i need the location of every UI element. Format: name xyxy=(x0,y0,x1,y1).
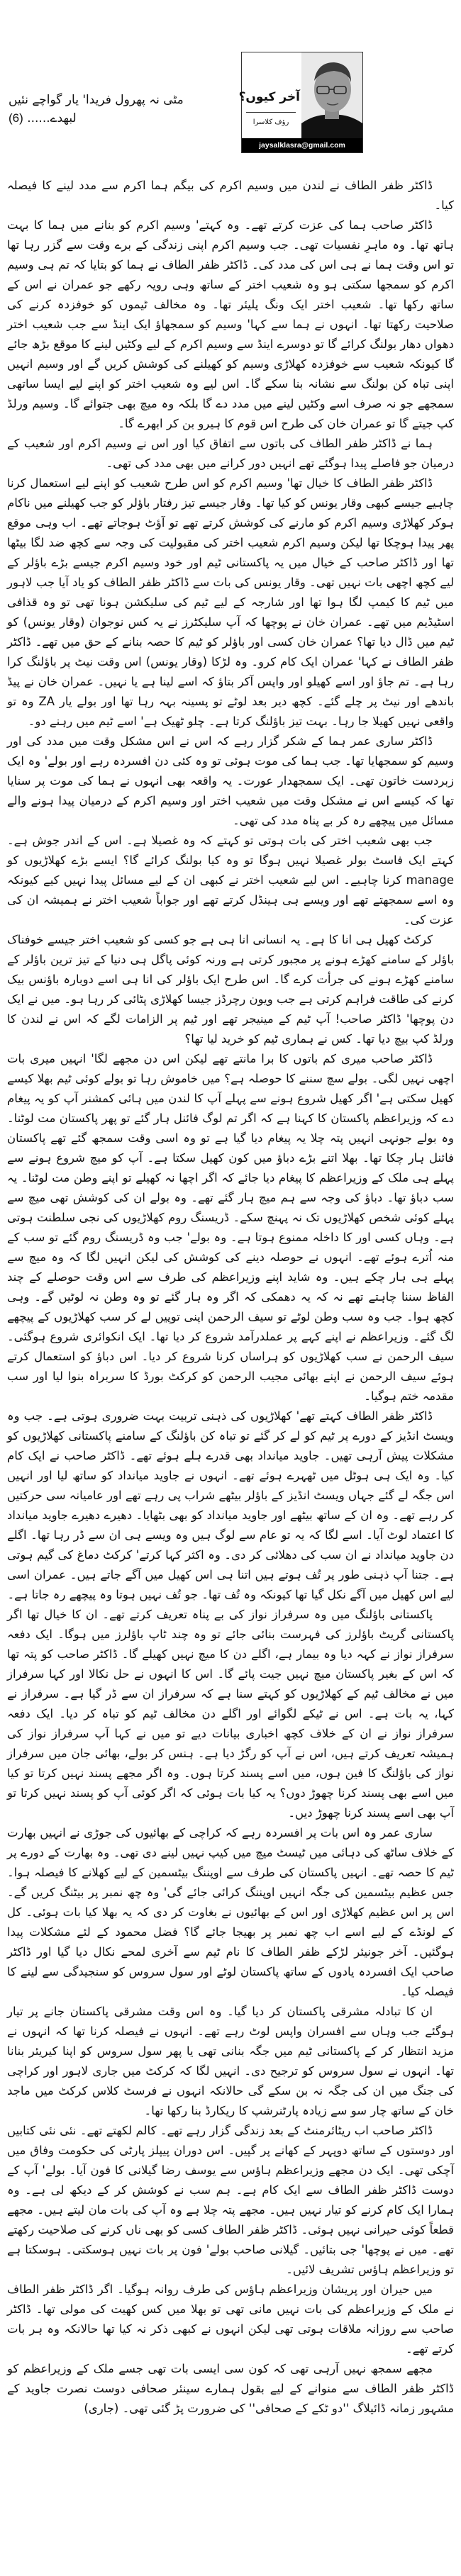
paragraph: ڈاکٹر ظفر الطاف کہتے تھے' کھلاڑیوں کی ذہنی تربیت بہت ضروری ہوتی ہے۔ جب وہ ویسٹ انڈیز کے دورے پر ٹیم کو لے کر گئے تو تباہ کن باؤلنگ کے سامنے پاکستانی کھلاڑیوں کو مشکلات پیش آرہی تھیں۔ جاوید میانداد بھی قدرے ہلے ہوئے تھے۔ ڈاکٹر صاحب نے ایک کام کیا۔ وہ ایک ہی ہوٹل میں ٹھہرے ہوئے تھے۔ انہوں نے جاوید میانداد کو ساتھ لیا اور انہیں اس جگہ لے گئے جہاں ویسٹ انڈیز کے باؤلر بیٹھے شراب پی رہے تھے اور عامیانہ سی حرکتیں کر رہے تھے۔ وہ ان کے ساتھ بیٹھے اور جاوید میانداد کو بھی بٹھایا۔ دھیرے دھیرے جاوید میانداد کا اعتماد لوٹ آیا۔ اسے لگا کہ یہ تو عام سے لوگ ہیں وہ ویسے ہی ان سے ڈر رہا تھا۔ اگلے دن جاوید میانداد نے ان سب کی دھلائی کر دی۔ وہ اکثر کہا کرتے' کرکٹ دماغ کی گیم ہوتی ہے۔ جتنا آپ ذہنی طور پر تُف ہوتے ہیں اتنا ہی اس کھیل میں آگے جاتے ہیں۔ عمران اسی لیے اس کھیل میں آگے نکل گیا تھا کیونکہ وہ تُف تھا۔ جو تُف نہیں ہوتا وہ پیچھے رہ جاتا ہے۔ xyxy=(7,1409,454,1601)
column-title xyxy=(9,91,234,128)
paragraph: ڈاکٹر صاحب میری کم باتوں کا برا مانتے تھے لیکن اس دن مجھے لگا' انہیں میری بات اچھی نہیں لگی۔ بولے سچ سننے کا حوصلہ ہے؟ میں خاموش رہا تو بولے کوئی ٹیم بھلا کیسے کھیل سکتی ہے' اگر کھیل شروع ہونے سے پہلے آپ کا لندن میں ہائی کمشنر آپ کو یہ پیغام دے کہ وزیراعظم پاکستان کا کہنا ہے کہ اگر تم لوگ فائنل ہار گئے تو پھر پاکستان مت لوٹنا۔ وہ بولے جونہی انہیں پتہ چلا یہ پیغام دیا گیا ہے تو وہ اسی وقت سمجھ گئے تھے پاکستان فائنل ہار چکا تھا۔ بھلا اتنے بڑے دباؤ میں کون کھیل سکتا ہے۔ آپ کو میچ شروع ہونے سے پہلے ہی ملک کے وزیراعظم کا پیغام دیا جائے کہ اگر اچھا نہ کھیلے تو اپنے وطن مت لوٹنا۔ یہ سب دباؤ تھا۔ دباؤ کی وجہ سے ہم میچ ہار گئے تھے۔ وہ بولے ان کی کوشش تھی میچ سے پہلے کوئی شخص کھلاڑیوں تک نہ پہنچ سکے۔ ڈریسنگ روم کھلاڑیوں کی نجی سلطنت ہوتی ہے۔ وہاں کسی اور کا داخلہ ممنوع ہوتا ہے۔ وہ بولے' جب وہ ڈریسنگ روم گئے تو سب کے منہ اُترے ہوئے تھے۔ انہوں نے حوصلہ دینے کی کوشش کی لیکن انہیں لگا کہ وہ میچ سے پہلے ہی ہار چکے ہیں۔ وہ شاید اپنے وزیراعظم کی طرف سے اس وقت حوصلے کے چند الفاظ سننا چاہتے تھے نہ کہ یہ دھمکی کہ اگر وہ ہار گئے تو وہ وطن نہ لوٹیں گے۔ وہی کچھ ہوا۔ جب وہ سب وطن لوٹے تو سیف الرحمن اپنی توپیں لے کر سب کھلاڑیوں کے پیچھے لگ گئے۔ وزیراعظم نے اپنے کہے پر عملدرآمد شروع کر دیا تھا۔ ایک انکوائری شروع ہوگئی۔ سیف الرحمن نے سب کھلاڑیوں کو ہراساں کرنا شروع کر دیا۔ اس دباؤ کو استعمال کرتے ہوئے سیف الرحمن نے اپنے بھائی مجیب الرحمن کو کرکٹ بورڈ کا سربراہ بنوا لیا اور سب مقدمہ ختم ہوگیا۔ xyxy=(7,1052,454,1403)
article-body xyxy=(7,176,454,2419)
column-name: آخر کیوں؟ xyxy=(238,90,300,104)
paragraph: ڈاکٹر ظفر الطاف کا خیال تھا' وسیم اکرم کو اس طرح شعیب کو اپنے لیے استعمال کرنا چاہیے جیسے کبھی وقار یونس کو کیا تھا۔ وقار جیسے تیز رفتار باؤلر کو جب کھیلنے میں ناکام ہوکر کھلاڑی وسیم اکرم کو مارنے کی کوشش کرتے تھے تو آؤٹ ہوجاتے تھے۔ اب وہی موقع پھر پیدا ہوچکا تھا لیکن وسیم اکرم شعیب اختر کی مقبولیت کی وجہ سے کچھ ضد لگا بیٹھا تھا اور ڈاکٹر صاحب کے خیال میں یہ پاکستانی ٹیم اور خود وسیم اکرم جیسے بڑے باؤلر کے لیے کچھ اچھی بات نہیں تھی۔ وقار یونس کی بات سے ڈاکٹر ظفر الطاف کو یاد آیا جب لاہور میں ٹیم کا کیمپ لگا ہوا تھا اور شارجہ کے لیے ٹیم کی سلیکشن ہونا تھی تو وہ قذافی اسٹیڈیم میں تھے۔ عمران خان نے پوچھا کہ آپ سلیکٹرز نے یہ کس نوجوان (وقار یونس) کو ٹیم میں ڈال دیا تھا؟ عمران خان کسی اور باؤلر کو ٹیم کا حصہ بنانے کے حق میں تھے۔ ڈاکٹر ظفر الطاف نے کہا' عمران ایک کام کرو۔ وہ لڑکا (وقار یونس) اس وقت نیٹ پر باؤلنگ کرا رہا ہے۔ تم جاؤ اور اسے کھیلو اور واپس آکر بتاؤ کہ اسے لینا ہے یا نہیں۔ عمران خان نے پیڈ باندھے اور نیٹ پر چلے گئے۔ کچھ دیر بعد لوٹے تو پسینہ بہہ رہا تھا اور بولے یار ZA وہ تو واقعی نہیں کھیلا جا رہا۔ بہت تیز باؤلنگ کرتا ہے۔ چلو ٹھیک ہے' اسے ٹیم میں رہنے دو۔ xyxy=(7,476,454,728)
masthead-divider xyxy=(246,112,296,113)
paragraph: ساری عمر وہ اس بات پر افسردہ رہے کہ کراچی کے بھائیوں کی جوڑی نے انہیں بھارت کے خلاف ساٹھ کی دہائی میں ٹیسٹ میچ میں کیپ نہیں لینے دی تھی۔ وہ بھارت کے دورے پر ٹیم کا حصہ تھے۔ انہیں پاکستان کی طرف سے اوپننگ بیٹسمین کے لیے کھلانے کا فیصلہ ہوا۔ جس عظیم بیٹسمین کی جگہ انہیں اوپننگ کرائی جائے گی' وہ چھ نمبر پر بیٹنگ کریں گے۔ اس پر اس عظیم کھلاڑی اور اس کے بھائیوں نے بغاوت کر دی کہ یہ بھلا کیا بات ہوئی۔ کل کے لونڈے کے لیے اسے اب چھ نمبر پر بھیجا جائے گا؟ فضل محمود کے لئے مشکلات پیدا ہوگئیں۔ آخر جونیئر لڑکے ظفر الطاف کا نام ٹیم سے آخری لمحے نکال دیا گیا اور ڈاکٹر صاحب ایک افسردہ یادوں کے ساتھ پاکستان لوٹے اور سول سروس کو سنجیدگی سے لینے کا فیصلہ کیا۔ xyxy=(7,1826,454,1998)
paragraph: ان کا تبادلہ مشرقی پاکستان کر دیا گیا۔ وہ اس وقت مشرقی پاکستان جانے پر تیار ہوگئے جب وہاں سے افسران واپس لوٹ رہے تھے۔ انہوں نے فیصلہ کرنا تھا کہ انہوں نے مزید انتظار کر کے پاکستانی ٹیم میں جگہ بنانی تھی یا پھر سول سروس کو اپنا کیریئر بنانا تھا۔ انہوں نے سول سروس کو ترجیح دی۔ انہیں لگا کہ کرکٹ میں جاری لاہور اور کراچی کی جنگ میں ان کی جگہ نہ بن سکے گی حالانکہ انہوں نے فرسٹ کلاس کرکٹ میں ماجد خان کے ساتھ چار سو سے زیادہ پارٹنرشپ کا ریکارڈ بنا رکھا تھا۔ xyxy=(7,2005,454,2117)
paragraph: مجھے سمجھ نہیں آرہی تھی کہ کون سی ایسی بات تھی جسے ملک کے وزیراعظم کو ڈاکٹر ظفر الطاف سے منوانے کے لیے بقول ہمارے سینئر صحافی دوست نصرت جاوید کے مشہور زمانہ ڈائیلاگ ''دو ٹکے کے صحافی'' کی ضرورت پڑ گئی تھی۔ (جاری) xyxy=(7,2362,454,2415)
paragraph: پاکستانی باؤلنگ میں وہ سرفراز نواز کی بے پناہ تعریف کرتے تھے۔ ان کا خیال تھا اگر پاکستانی گریٹ باؤلرز کی فہرست بنائی جائے تو وہ چند ٹاپ باؤلرز میں ہوگا۔ ایک دفعہ سرفراز نواز نے کہہ دیا وہ بیمار ہے، اگلے دن کا میچ نہیں کھیلے گا۔ ڈاکٹر صاحب کو پتہ تھا کہ اس کے بغیر پاکستان میچ نہیں جیت پائے گا۔ اس کا انہوں نے حل نکالا اور کہا سرفراز میں نے مخالف ٹیم کے کھلاڑیوں کو کہتے سنا ہے کہ سرفراز ان سے ڈر گیا ہے۔ سرفراز نے کہا، یہ بات ہے۔ اس نے ٹیکے لگوائے اور اگلے دن مخالف ٹیم کو تباہ کر دیا۔ ایک دفعہ سرفراز نواز نے ان کے خلاف کچھ اخباری بیانات دیے تو میں نے کہا آپ سرفراز نواز کی ہمیشہ تعریف کرتے ہیں، اس نے آپ کو رگڑ دیا ہے۔ ہنس کر بولے، بھائی جان میں سرفراز نواز کی باؤلنگ کا فین ہوں، میں اسے پسند کرتا ہوں۔ وہ اگر مجھے پسند نہیں کرتا تو کیا میں اسے بھی پسند کرنا چھوڑ دوں؟ یہ کیا بات ہوئی کہ اگر کوئی آپ کو پسند نہیں کرتا تو آپ بھی اسے پسند کرنا چھوڑ دیں۔ xyxy=(7,1608,454,1820)
paragraph: جب بھی شعیب اختر کی بات ہوتی تو کہتے کہ وہ غصیلا ہے۔ اس کے اندر جوش ہے۔ کہتے ایک فاسٹ بولر غصیلا نہیں ہوگا تو وہ کیا بولنگ کرائے گا؟ ایسے بڑے کھلاڑیوں کو manage کرنا چاہیے۔ اس لیے شعیب اختر نے کبھی ان کے لیے مسائل پیدا نہیں کیے کیونکہ وہ اسے سمجھتے تھے اور ویسے ہی ہینڈل کرتے تھے اور جواباً شعیب اختر نے ہمیشہ ان کی عزت کی۔ xyxy=(7,834,454,926)
column-masthead xyxy=(238,52,363,153)
author-photo xyxy=(301,52,362,138)
column-title-text: مٹی نہ پھرول فریدا' یار گواچے نئیں لبھدے...... xyxy=(9,93,184,125)
paragraph: میں حیران اور پریشان وزیراعظم ہاؤس کی طرف روانہ ہوگیا۔ اگر ڈاکٹر ظفر الطاف نے ملک کے وزیراعظم کی بات نہیں مانی تھی تو بھلا میں کس کھیت کی مولی تھا۔ ڈاکٹر صاحب سے روزانہ ملاقات ہوتی تھی لیکن انہوں نے کبھی ذکر نہ کیا تھا حالانکہ وہ ہر بات کرتے تھے۔ xyxy=(7,2283,454,2356)
paragraph: ڈاکٹر صاحب اب ریٹائرمنٹ کے بعد زندگی گزار رہے تھے۔ کالم لکھتے تھے۔ نئی نئی کتابیں اور دوستوں کے ساتھ دوپہر کے کھانے پر گپیں۔ اس دوران پیپلز پارٹی کی حکومت وفاق میں آچکی تھی۔ ایک دن مجھے وزیراعظم ہاؤس سے یوسف رضا گیلانی کا فون آیا۔ بولے' آپ کے دوست ڈاکٹر ظفر الطاف سے ایک کام ہے۔ ہم سب نے کوشش کر کے دیکھ لی ہے۔ وہ ہمارا ایک کام کرنے کو تیار نہیں ہیں۔ مجھے پتہ چلا ہے وہ آپ کی بات مان لیتے ہیں۔ مجھے قطعاً کوئی حیرانی نہیں ہوئی۔ ڈاکٹر ظفر الطاف کسی کو بھی ناں کرنے کی صلاحیت رکھتے تھے۔ میں نے پوچھا' جی بتائیں۔ گیلانی صاحب بولے' فون پر بات نہیں ہوسکتی۔ ہوسکتا ہے تو وزیراعظم ہاؤس تشریف لائیں۔ xyxy=(7,2124,454,2276)
author-email: jaysalklasra@gmail.com xyxy=(242,138,362,152)
paragraph: ہما نے ڈاکٹر ظفر الطاف کی باتوں سے اتفاق کیا اور اس نے وسیم اکرم اور شعیب کے درمیان جو فاصلے پیدا ہوگئے تھے انہیں دور کرانے میں بھی مدد کی تھی۔ xyxy=(7,437,454,470)
author-name: رؤف کلاسرا xyxy=(252,118,289,126)
paragraph: ڈاکٹر ظفر الطاف نے لندن میں وسیم اکرم کی بیگم ہما اکرم سے مدد لینے کا فیصلہ کیا۔ xyxy=(7,179,454,212)
paragraph: ڈاکٹر ساری عمر ہما کے شکر گزار رہے کہ اس نے اس مشکل وقت میں مدد کی اور وسیم کو سمجھایا تھا۔ جب ہما کی موت ہوئی تو وہ کئی دن افسردہ رہے اور بولے' وہ ایک زبردست خاتون تھی۔ ایک سمجھدار عورت۔ یہ واقعہ بھی انہوں نے ہما کی موت پر سنایا تھا کہ کیسے اس نے مشکل وقت میں شعیب اختر اور وسیم اکرم کے درمیان پیدا ہونے والے مسائل میں پیچھے رہ کر بے پناہ مدد کی تھی۔ xyxy=(7,734,454,827)
paragraph: ڈاکٹر صاحب ہما کی عزت کرتے تھے۔ وہ کہتے' وسیم اکرم کو بنانے میں ہما کا بہت ہاتھ تھا۔ وہ ماہرِ نفسیات تھی۔ جب وسیم اکرم اپنی زندگی کے برے وقت سے گزر رہا تھا تو اس وقت ہما نے ہی اس کی مدد کی۔ ڈاکٹر ظفر الطاف نے ہما کو بتایا کہ تم ہی وسیم اکرم کو سمجھا سکتی ہو وہ شعیب اختر کے ساتھ وہی رویہ رکھے جو عمران نے اس کے ساتھ رکھا تھا۔ شعیب اختر ایک ونگ پلیئر تھا۔ وہ مخالف ٹیموں کو خوفزدہ کرنے کی صلاحیت رکھتا تھا۔ انہوں نے ہما سے کہا' وسیم کو سمجھاؤ ایک اینڈ سے جب شعیب اختر دھواں دھار بولنگ کرائے گا تو دوسرے اینڈ سے وسیم اکرم کے لیے وکٹیں لینے کا موقع بڑھ جائے گا کیونکہ شعیب سے خوفزدہ کھلاڑی وسیم کو کھیلنے کی کوشش کریں گے اور وسیم انہیں اپنی تباہ کن بولنگ سے نشانہ بنا سکے گا۔ اس لیے وہ شعیب اختر کو اپنے لیے ایسا ساتھی سمجھے جو نہ صرف اسے وکٹیں لینے میں مدد دے گا بلکہ وہ میچ بھی جتوائے گا۔ وسیم ورلڈ کپ جیتے گا تو عمران خان کی طرح اس قوم کا ہیرو بن کر ابھرے گا۔ xyxy=(7,218,454,430)
paragraph: کرکٹ کھیل ہی انا کا ہے۔ یہ انسانی انا ہی ہے جو کسی کو شعیب اختر جیسے خوفناک باؤلر کے سامنے کھڑے ہونے پر مجبور کرتی ہے ورنہ کوئی پاگل ہی دنیا کے تیز ترین باؤلر کے سامنے کھڑے ہونے کی جرأت کرے گا۔ اس طرح ایک باؤلر کی انا ہی اسے دوبارہ باؤنس بیک کرنے کی طاقت فراہم کرتی ہے جب ویون رچرڈز جیسا کھلاڑی پٹائی کر رہا ہو۔ میں نے ایک دن پوچھا' ڈاکٹر صاحب! آپ ٹیم کے مینیجر تھے اور ٹیم پر الزامات لگے کہ اس نے لندن کا ورلڈ کپ بیچ دیا تھا۔ کس نے ہماری ٹیم کو خرید لیا تھا؟ xyxy=(7,933,454,1046)
column-part-number: (6) xyxy=(9,111,23,125)
